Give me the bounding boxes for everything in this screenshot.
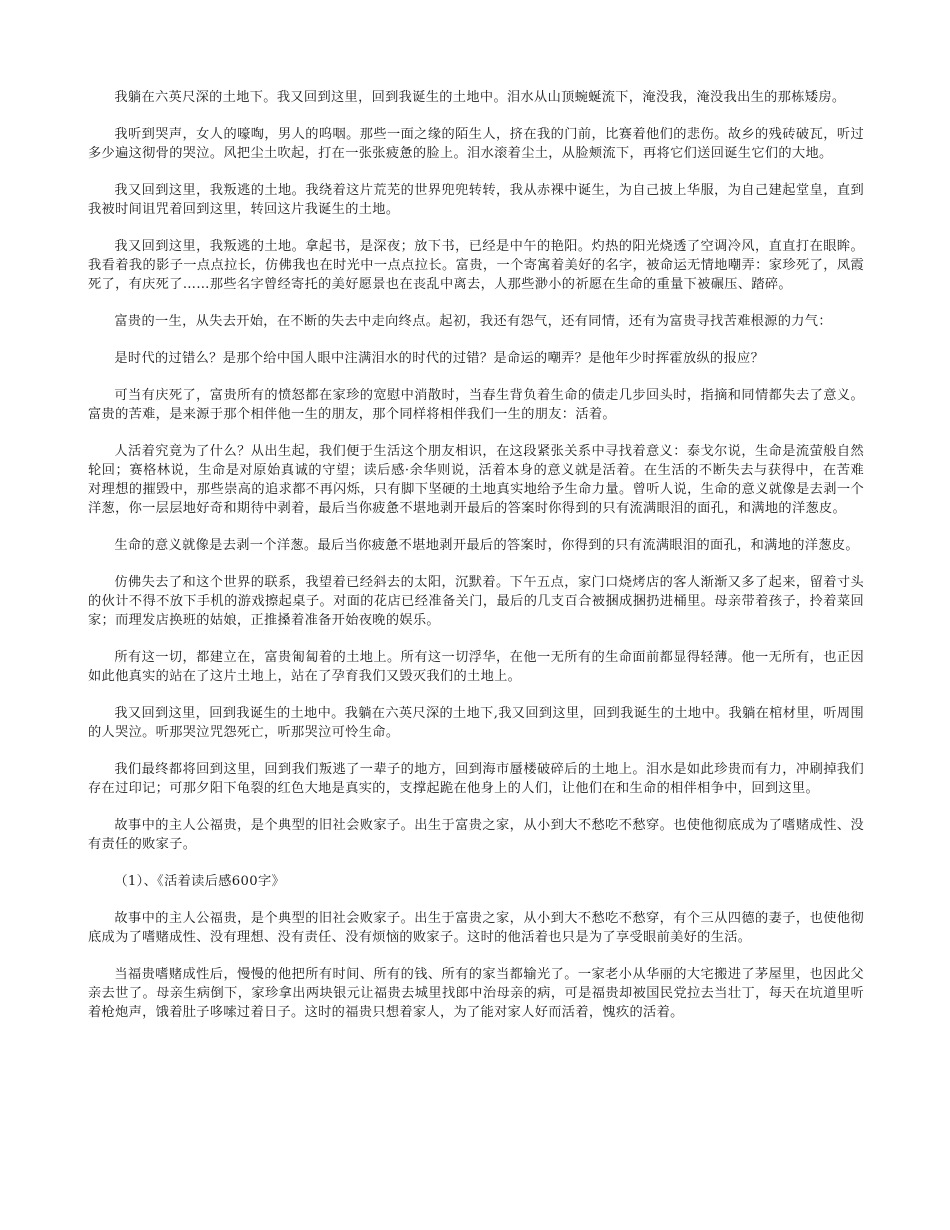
paragraph: 我又回到这里，我叛逃的土地。我绕着这片荒芜的世界兜兜转转，我从赤裸中诞生，为自己披上华服，为自己建起堂皇，直到我被时间诅咒着回到这里，转回这片我诞生的土地。 — [88, 183, 864, 217]
section-heading: （1）、《活着读后感600字》 — [114, 874, 286, 889]
paragraph: 所有这一切，都建立在，富贵匍匐着的土地上。所有这一切浮华，在他一无所有的生命面前都显得轻薄。他一无所有，也正因如此他真实的站在了这片土地上，站在了孕育我们又毁灭我们的土地上。 — [88, 650, 864, 684]
paragraph: 我又回到这里，我叛逃的土地。拿起书，是深夜；放下书，已经是中午的艳阳。灼热的阳光烧透了空调冷风，直直打在眼眸。我看着我的影子一点点拉长，仿佛我也在时光中一点点拉长。富贵，一个寄寓着美好的名字，被命运无情地嘲弄：家珍死了，凤霞死了，有庆死了……那些名字曾经寄托的美好愿景也在丧乱中离去，人那些渺小的祈愿在生命的重量下被碾压、踏碎。 — [88, 239, 864, 292]
paragraph: 我听到哭声，女人的嚎啕，男人的呜咽。那些一面之缘的陌生人，挤在我的门前，比赛着他们的悲伤。故乡的残砖破瓦，听过多少遍这彻骨的哭泣。风把尘土吹起，打在一张张疲惫的脸上。泪水滚着尘土，从脸颊流下，再将它们送回诞生它们的大地。 — [88, 127, 864, 161]
document-body — [88, 88, 864, 1040]
paragraph: 故事中的主人公福贵，是个典型的旧社会败家子。出生于富贵之家，从小到大不愁吃不愁穿。也使他彻底成为了嗜赌成性、没有责任的败家子。 — [88, 818, 864, 852]
paragraph: 生命的意义就像是去剥一个洋葱。最后当你疲惫不堪地剥开最后的答案时，你得到的只有流满眼泪的面孔，和满地的洋葱皮。 — [114, 538, 859, 553]
paragraph: 可当有庆死了，富贵所有的愤怒都在家珍的宽慰中消散时，当春生背负着生命的债走几步回头时，指摘和同情都失去了意义。富贵的苦难，是来源于那个相伴他一生的朋友，那个同样将相伴我们一生的朋友：活着。 — [88, 388, 864, 422]
paragraph: 我躺在六英尺深的土地下。我又回到这里，回到我诞生的土地中。泪水从山顶蜿蜒流下，淹没我，淹没我出生的那栋矮房。 — [114, 90, 846, 105]
paragraph: 富贵的一生，从失去开始，在不断的失去中走向终点。起初，我还有怨气，还有同情，还有为富贵寻找苦难根源的力气： — [114, 314, 832, 329]
paragraph: 我们最终都将回到这里，回到我们叛逃了一辈子的地方，回到海市蜃楼破碎后的土地上。泪水是如此珍贵而有力，冲刷掉我们存在过印记；可那夕阳下龟裂的红色大地是真实的，支撑起跪在他身上的人们，让他们在和生命的相伴相争中，回到这里。 — [88, 762, 864, 796]
paragraph: 故事中的主人公福贵，是个典型的旧社会败家子。出生于富贵之家，从小到大不愁吃不愁穿，有个三从四德的妻子，也使他彻底成为了嗜赌成性、没有理想、没有责任、没有烦恼的败家子。这时的他活着也只是为了享受眼前美好的生活。 — [88, 911, 864, 945]
paragraph: 我又回到这里，回到我诞生的土地中。我躺在六英尺深的土地下,我又回到这里，回到我诞生的土地中。我躺在棺材里，听周围的人哭泣。听那哭泣咒怨死亡，听那哭泣可怜生命。 — [88, 706, 864, 740]
paragraph: 仿佛失去了和这个世界的联系，我望着已经斜去的太阳，沉默着。下午五点，家门口烧烤店的客人渐渐又多了起来，留着寸头的伙计不得不放下手机的游戏擦起桌子。对面的花店已经准备关门，最后的几支百合被捆成捆扔进桶里。母亲带着孩子，拎着菜回家；而理发店换班的姑娘，正推搡着准备开始夜晚的娱乐。 — [88, 575, 864, 628]
paragraph: 当福贵嗜赌成性后，慢慢的他把所有时间、所有的钱、所有的家当都输光了。一家老小从华丽的大宅搬进了茅屋里，也因此父亲去世了。母亲生病倒下，家珍拿出两块银元让福贵去城里找郎中治母亲的病，可是福贵却被国民党拉去当壮丁，每天在坑道里听着枪炮声，饿着肚子哆嗦过着日子。这时的福贵只想着家人，为了能对家人好而活着，愧疚的活着。 — [88, 967, 864, 1020]
paragraph: 人活着究竟为了什么？从出生起，我们便于生活这个朋友相识，在这段紧张关系中寻找着意义：泰戈尔说，生命是流萤般自然轮回；赛格林说，生命是对原始真诚的守望；读后感·余华则说，活着本身的意义就是活着。在生活的不断失去与获得中，在苦难对理想的摧毁中，那些崇高的追求都不再闪烁，只有脚下坚硬的土地真实地给予生命力量。曾听人说，生命的意义就像是去剥一个洋葱，你一层层地好奇和期待中剥着，最后当你疲惫不堪地剥开最后的答案时你得到的只有流满眼泪的面孔，和满地的洋葱皮。 — [88, 444, 864, 516]
paragraph: 是时代的过错么？是那个给中国人眼中注满泪水的时代的过错？是命运的嘲弄？是他年少时挥霍放纵的报应？ — [114, 351, 765, 366]
